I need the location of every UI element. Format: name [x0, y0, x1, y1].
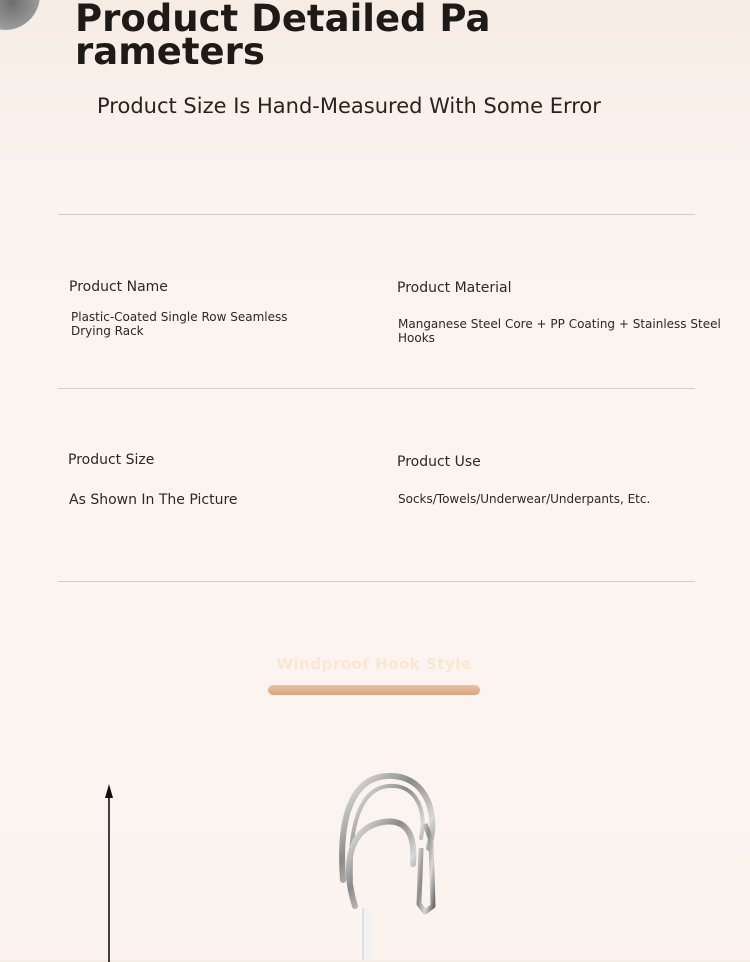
product-size-label: Product Size	[68, 452, 155, 468]
divider	[58, 581, 695, 582]
product-name-label: Product Name	[69, 279, 168, 295]
divider	[58, 214, 695, 215]
page-subtitle: Product Size Is Hand-Measured With Some Error	[97, 94, 601, 118]
product-size-value: As Shown In The Picture	[69, 492, 238, 508]
hook-style-label: Windproof Hook Style	[276, 655, 472, 673]
product-material-value: Manganese Steel Core + PP Coating + Stainless Steel Hooks	[398, 317, 721, 345]
product-use-value: Socks/Towels/Underwear/Underpants, Etc.	[398, 492, 651, 506]
page-title: Product Detailed Parameters	[75, 0, 491, 73]
product-material-label: Product Material	[397, 280, 512, 296]
divider	[58, 388, 695, 389]
up-arrow-icon	[103, 782, 115, 962]
hook-style-bar	[268, 685, 480, 695]
metal-windproof-hook-icon	[325, 768, 445, 960]
hook-style-banner	[268, 655, 480, 699]
product-name-value: Plastic-Coated Single Row Seamless Drying Rack	[71, 310, 288, 338]
product-use-label: Product Use	[397, 454, 481, 470]
corner-decoration	[0, 0, 40, 30]
